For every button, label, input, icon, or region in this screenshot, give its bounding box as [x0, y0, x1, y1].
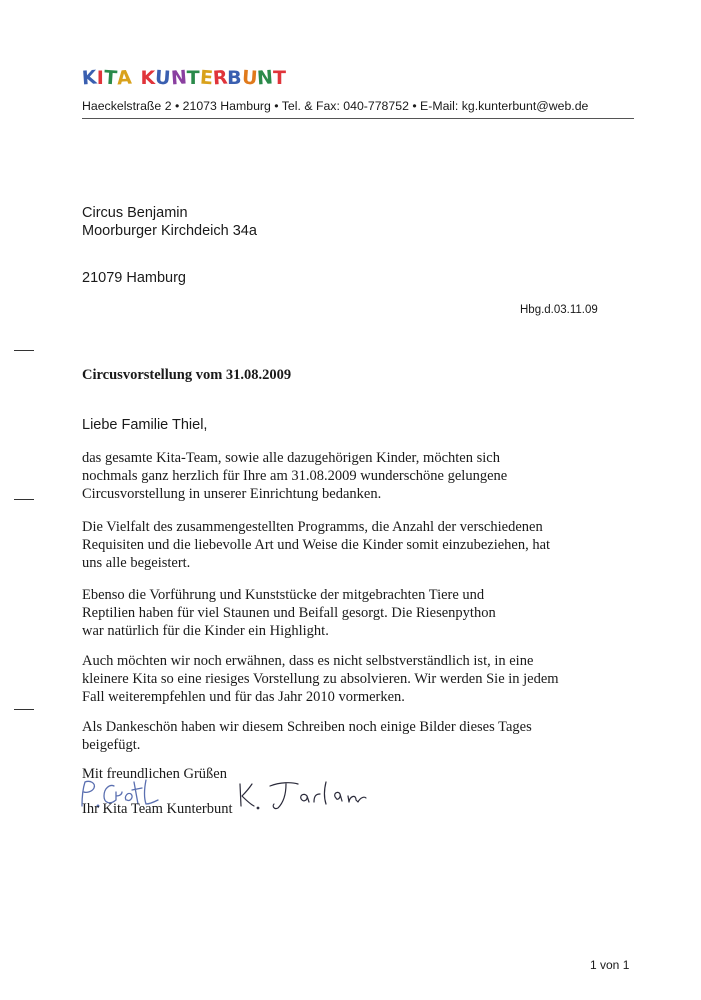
logo-letter: U [240, 66, 258, 90]
letter-date: Hbg.d.03.11.09 [520, 304, 598, 316]
letter-subject: Circusvorstellung vom 31.08.2009 [82, 367, 292, 383]
fold-mark-middle [14, 499, 34, 500]
recipient-street: Moorburger Kirchdeich 34a [82, 223, 257, 239]
logo-letter: N [169, 66, 188, 90]
logo-letter: U [154, 66, 172, 90]
body-line: Circusvorstellung in unserer Einrichtung bedanken. [82, 486, 382, 502]
fold-mark-bottom [14, 709, 34, 710]
letter-team-signoff: Ihr Kita Team Kunterbunt [82, 801, 233, 817]
signature-second [232, 776, 382, 816]
body-line: Fall weiterempfehlen und für das Jahr 2010 vormerken. [82, 689, 405, 705]
body-paragraph-4 [82, 652, 602, 706]
letter-closing: Mit freundlichen Grüßen [82, 766, 227, 782]
body-line: das gesamte Kita-Team, sowie alle dazugehörigen Kinder, möchten sich [82, 450, 500, 466]
logo-letter: K [81, 66, 98, 90]
logo-letter: N [256, 66, 274, 90]
recipient-block [82, 204, 257, 240]
body-line: Als Dankeschön haben wir diesem Schreiben noch einige Bilder dieses Tages [82, 719, 532, 735]
logo-letter: T [273, 67, 286, 89]
logo-letter: T [103, 66, 118, 90]
logo-letter: R [211, 66, 228, 90]
fold-mark-top [14, 350, 34, 351]
body-line: uns alle begeistert. [82, 555, 191, 571]
body-line: Die Vielfalt des zusammengestellten Programms, die Anzahl der verschiedenen [82, 519, 543, 535]
logo-letter: A [116, 66, 133, 90]
page-number: 1 von 1 [590, 958, 630, 972]
letter-salutation: Liebe Familie Thiel, [82, 417, 208, 433]
logo-letter: E [198, 66, 214, 90]
body-line: Requisiten und die liebevolle Art und Weise die Kinder somit einzubeziehen, hat [82, 537, 551, 553]
body-line: beigefügt. [82, 737, 141, 753]
body-paragraph-3 [82, 586, 602, 640]
recipient-city: 21079 Hamburg [82, 270, 186, 286]
body-paragraph-5 [82, 718, 602, 754]
letterhead-address: Haeckelstraße 2 • 21073 Hamburg • Tel. & Fax: 040-778752 • E-Mail: kg.kunterbunt@web.de [82, 99, 589, 113]
logo-letter: B [227, 67, 242, 89]
body-line: Ebenso die Vorführung und Kunststücke der mitgebrachten Tiere und [82, 587, 485, 603]
body-line: war natürlich für die Kinder ein Highlight. [82, 623, 329, 639]
kita-logo [82, 64, 286, 88]
recipient-name: Circus Benjamin [82, 205, 188, 221]
body-line: Auch möchten wir noch erwähnen, dass es nicht selbstverständlich ist, in eine [82, 653, 534, 669]
body-paragraph-2 [82, 518, 602, 572]
logo-letter: K [140, 67, 156, 89]
body-line: kleinere Kita so eine riesiges Vorstellung zu absolvieren. Wir werden Sie in jedem [82, 671, 559, 687]
body-paragraph-1 [82, 449, 602, 503]
logo-letter: I [96, 67, 104, 89]
body-line: Reptilien haben für viel Staunen und Beifall gesorgt. Die Riesenpython [82, 605, 496, 621]
letterhead-divider [82, 118, 634, 119]
body-line: nochmals ganz herzlich für Ihre am 31.08.2009 wunderschöne gelungene [82, 468, 508, 484]
logo-letter: T [186, 67, 200, 89]
